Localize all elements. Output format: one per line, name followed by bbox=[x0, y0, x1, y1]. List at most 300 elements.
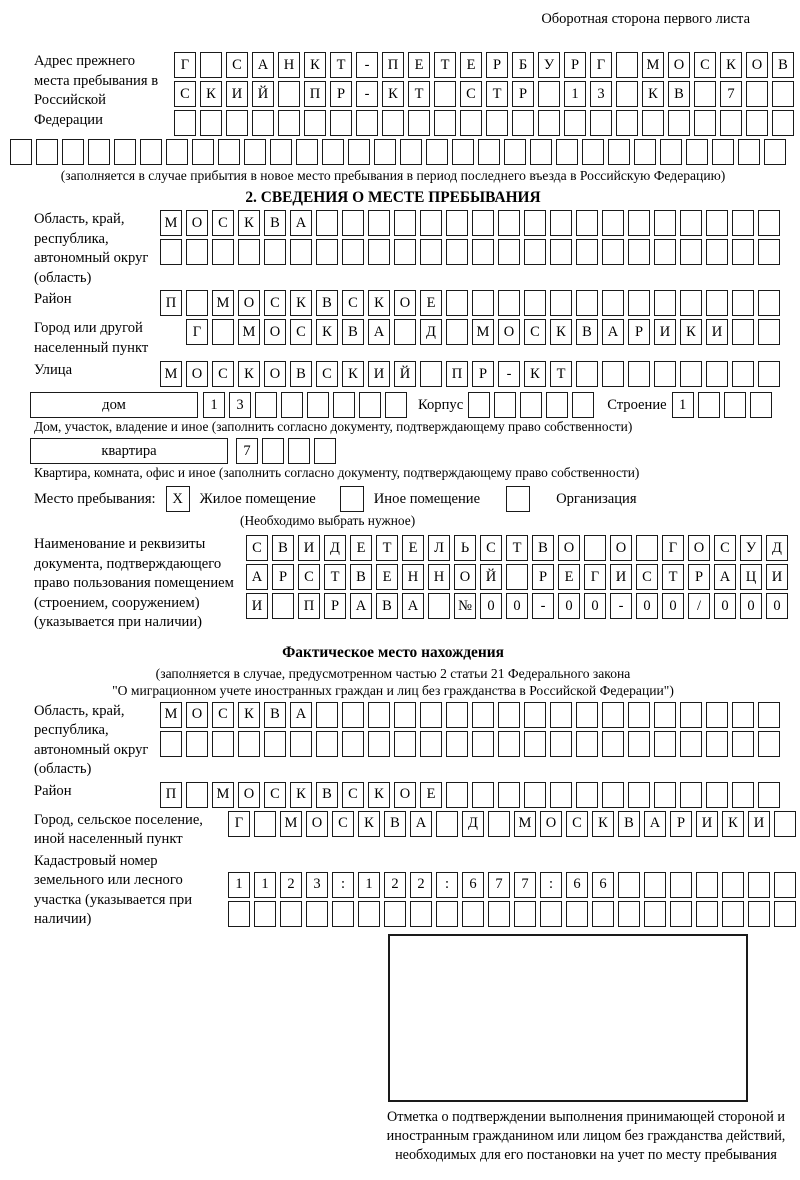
actual-city-label: Город, сельское поселение, иной населенный пункт bbox=[34, 811, 203, 847]
stay-type-row bbox=[34, 486, 800, 512]
char-box bbox=[506, 564, 528, 590]
char-box bbox=[226, 110, 248, 136]
stay-type-checkbox-other bbox=[340, 486, 364, 512]
house-note: Дом, участок, владение и иное (заполнить согласно документу, подтверждающему право собственности) bbox=[34, 419, 633, 434]
char-box: С bbox=[636, 564, 658, 590]
char-box: О bbox=[264, 361, 286, 387]
stay-type-checkbox-organization bbox=[506, 486, 530, 512]
char-box: Т bbox=[434, 52, 456, 78]
char-box: 2 bbox=[384, 872, 406, 898]
char-box bbox=[428, 593, 450, 619]
district-label: Район bbox=[34, 291, 72, 307]
char-box bbox=[758, 319, 780, 345]
char-box: К bbox=[592, 811, 614, 837]
char-box bbox=[368, 210, 390, 236]
char-box bbox=[200, 110, 222, 136]
char-box bbox=[88, 139, 110, 165]
char-box bbox=[36, 139, 58, 165]
char-box: 1 bbox=[228, 872, 250, 898]
char-box bbox=[660, 139, 682, 165]
char-box: № bbox=[454, 593, 476, 619]
char-box bbox=[764, 139, 786, 165]
char-box bbox=[628, 290, 650, 316]
char-box: Е bbox=[558, 564, 580, 590]
char-box bbox=[670, 901, 692, 927]
char-box bbox=[452, 139, 474, 165]
char-box: В bbox=[376, 593, 398, 619]
stamp-area bbox=[34, 934, 800, 1165]
char-box bbox=[550, 290, 572, 316]
char-box bbox=[602, 782, 624, 808]
char-box bbox=[628, 702, 650, 728]
char-box: Л bbox=[428, 535, 450, 561]
char-box: С bbox=[264, 290, 286, 316]
char-box: 2 bbox=[410, 872, 432, 898]
char-box: С bbox=[212, 702, 234, 728]
char-box: О bbox=[746, 52, 768, 78]
cadastral-row-1 bbox=[228, 872, 796, 898]
char-box bbox=[394, 731, 416, 757]
char-box: К bbox=[550, 319, 572, 345]
cadastral-row-2 bbox=[228, 901, 796, 927]
char-box bbox=[602, 731, 624, 757]
char-box bbox=[706, 731, 728, 757]
char-box: Р bbox=[628, 319, 650, 345]
char-box: Д bbox=[766, 535, 788, 561]
char-box: О bbox=[558, 535, 580, 561]
char-box bbox=[446, 210, 468, 236]
char-box bbox=[602, 210, 624, 236]
char-box bbox=[618, 901, 640, 927]
char-box bbox=[696, 872, 718, 898]
char-box bbox=[720, 110, 742, 136]
char-box: Г bbox=[174, 52, 196, 78]
char-box: К bbox=[368, 782, 390, 808]
city-row bbox=[186, 319, 780, 345]
char-box: Й bbox=[480, 564, 502, 590]
char-box bbox=[524, 782, 546, 808]
char-box bbox=[316, 731, 338, 757]
char-box: В bbox=[350, 564, 372, 590]
char-box: Т bbox=[324, 564, 346, 590]
stamp-caption: Отметка о подтверждении выполнения принимающей стороной и иностранным гражданином или лицом без гражданства действий, необходимых для его постановки на учет по месту пребывания bbox=[386, 1108, 786, 1163]
char-box bbox=[732, 210, 754, 236]
document-rows bbox=[246, 535, 788, 619]
actual-city-field bbox=[34, 811, 800, 850]
char-box bbox=[270, 139, 292, 165]
char-box bbox=[342, 731, 364, 757]
char-box: Р bbox=[532, 564, 554, 590]
char-box: К bbox=[290, 290, 312, 316]
char-box bbox=[166, 139, 188, 165]
korpus-cells bbox=[468, 392, 594, 418]
char-box bbox=[686, 139, 708, 165]
char-box: Е bbox=[402, 535, 424, 561]
char-box bbox=[212, 731, 234, 757]
char-box: К bbox=[238, 361, 260, 387]
char-box bbox=[520, 392, 542, 418]
char-box bbox=[758, 210, 780, 236]
char-box: Т bbox=[408, 81, 430, 107]
char-box bbox=[618, 872, 640, 898]
char-box bbox=[332, 901, 354, 927]
char-box: 7 bbox=[488, 872, 510, 898]
char-box: О bbox=[186, 361, 208, 387]
char-box bbox=[385, 392, 407, 418]
prev-address-rows bbox=[174, 52, 794, 136]
stay-type-label: Место пребывания: bbox=[34, 491, 156, 507]
char-box bbox=[654, 731, 676, 757]
char-box: А bbox=[368, 319, 390, 345]
char-box bbox=[644, 872, 666, 898]
char-box: В bbox=[342, 319, 364, 345]
char-box: Д bbox=[324, 535, 346, 561]
char-box: О bbox=[238, 290, 260, 316]
document-field bbox=[34, 535, 800, 633]
char-box bbox=[420, 361, 442, 387]
char-box: И bbox=[696, 811, 718, 837]
page-header-note: Оборотная сторона первого листа bbox=[541, 11, 750, 27]
char-box bbox=[550, 702, 572, 728]
char-box: А bbox=[246, 564, 268, 590]
char-box bbox=[472, 731, 494, 757]
house-number-cells bbox=[203, 392, 407, 418]
char-box bbox=[446, 239, 468, 265]
char-box: Р bbox=[688, 564, 710, 590]
char-box: К bbox=[680, 319, 702, 345]
char-box: Е bbox=[420, 290, 442, 316]
char-box bbox=[368, 702, 390, 728]
char-box: О bbox=[540, 811, 562, 837]
char-box bbox=[772, 81, 794, 107]
char-box bbox=[244, 139, 266, 165]
char-box: 1 bbox=[254, 872, 276, 898]
char-box bbox=[290, 731, 312, 757]
char-box: С bbox=[246, 535, 268, 561]
char-box: О bbox=[306, 811, 328, 837]
char-box bbox=[296, 139, 318, 165]
char-box bbox=[186, 731, 208, 757]
actual-district-field bbox=[34, 782, 800, 808]
char-box bbox=[342, 702, 364, 728]
street-field bbox=[34, 361, 800, 387]
char-box bbox=[654, 210, 676, 236]
char-box bbox=[628, 731, 650, 757]
char-box: - bbox=[610, 593, 632, 619]
char-box: : bbox=[436, 872, 458, 898]
char-box: А bbox=[402, 593, 424, 619]
char-box bbox=[628, 782, 650, 808]
char-box: Г bbox=[228, 811, 250, 837]
char-box: Р bbox=[670, 811, 692, 837]
char-box: 3 bbox=[590, 81, 612, 107]
char-box bbox=[410, 901, 432, 927]
char-box bbox=[307, 392, 329, 418]
char-box: С bbox=[342, 290, 364, 316]
city-label: Город или другой населенный пункт bbox=[34, 320, 149, 356]
actual-title: Фактическое место нахождения bbox=[282, 643, 504, 661]
char-box: 0 bbox=[766, 593, 788, 619]
char-box bbox=[634, 139, 656, 165]
char-box bbox=[696, 901, 718, 927]
char-box bbox=[668, 110, 690, 136]
char-box bbox=[394, 210, 416, 236]
stamp-box bbox=[388, 934, 748, 1102]
char-box bbox=[498, 239, 520, 265]
char-box bbox=[572, 392, 594, 418]
char-box: 1 bbox=[358, 872, 380, 898]
char-box bbox=[348, 139, 370, 165]
char-box: К bbox=[358, 811, 380, 837]
prev-address-overflow-row bbox=[10, 139, 800, 165]
char-box bbox=[10, 139, 32, 165]
char-box: 6 bbox=[566, 872, 588, 898]
document-row-3 bbox=[246, 593, 788, 619]
char-box: 0 bbox=[584, 593, 606, 619]
char-box bbox=[576, 731, 598, 757]
char-box bbox=[498, 210, 520, 236]
section2-title: 2. СВЕДЕНИЯ О МЕСТЕ ПРЕБЫВАНИЯ bbox=[245, 189, 541, 206]
actual-region-rows bbox=[160, 702, 780, 757]
char-box bbox=[281, 392, 303, 418]
char-box: К bbox=[722, 811, 744, 837]
char-box: О bbox=[264, 319, 286, 345]
char-box bbox=[584, 535, 606, 561]
char-box bbox=[342, 239, 364, 265]
char-box bbox=[408, 110, 430, 136]
char-box bbox=[748, 901, 770, 927]
char-box bbox=[722, 872, 744, 898]
region-rows bbox=[160, 210, 780, 265]
char-box bbox=[774, 872, 796, 898]
char-box: О bbox=[238, 782, 260, 808]
char-box: Е bbox=[376, 564, 398, 590]
char-box bbox=[732, 361, 754, 387]
char-box bbox=[316, 702, 338, 728]
document-label: Наименование и реквизиты документа, подтверждающего право пользования помещением (строением, сооружением) (указывается при наличии) bbox=[34, 536, 234, 630]
char-box: И bbox=[748, 811, 770, 837]
char-box bbox=[680, 702, 702, 728]
char-box: К bbox=[200, 81, 222, 107]
char-box bbox=[488, 811, 510, 837]
char-box bbox=[758, 361, 780, 387]
char-box bbox=[550, 782, 572, 808]
char-box bbox=[550, 210, 572, 236]
actual-district-row bbox=[160, 782, 780, 808]
char-box bbox=[316, 239, 338, 265]
char-box bbox=[694, 81, 716, 107]
char-box: К bbox=[238, 702, 260, 728]
char-box: С bbox=[714, 535, 736, 561]
char-box bbox=[446, 290, 468, 316]
char-box: П bbox=[160, 782, 182, 808]
char-box: О bbox=[186, 702, 208, 728]
char-box bbox=[750, 392, 772, 418]
char-box bbox=[698, 392, 720, 418]
char-box bbox=[460, 110, 482, 136]
char-box: О bbox=[688, 535, 710, 561]
char-box: С bbox=[694, 52, 716, 78]
char-box bbox=[212, 319, 234, 345]
char-box: А bbox=[410, 811, 432, 837]
char-box bbox=[506, 486, 530, 512]
char-box bbox=[212, 239, 234, 265]
char-box: 7 bbox=[720, 81, 742, 107]
street-row bbox=[160, 361, 780, 387]
char-box: А bbox=[714, 564, 736, 590]
char-box: Т bbox=[330, 52, 352, 78]
char-box bbox=[382, 110, 404, 136]
actual-region-field bbox=[34, 702, 800, 780]
actual-district-label: Район bbox=[34, 782, 72, 799]
char-box: Н bbox=[428, 564, 450, 590]
char-box bbox=[602, 239, 624, 265]
region-field bbox=[34, 210, 800, 288]
char-box: К bbox=[368, 290, 390, 316]
char-box bbox=[446, 731, 468, 757]
char-box bbox=[582, 139, 604, 165]
char-box bbox=[550, 239, 572, 265]
char-box bbox=[758, 239, 780, 265]
char-box: Ц bbox=[740, 564, 762, 590]
prev-address-row-3 bbox=[174, 110, 794, 136]
char-box bbox=[420, 239, 442, 265]
char-box: С bbox=[264, 782, 286, 808]
char-box bbox=[426, 139, 448, 165]
char-box: В bbox=[618, 811, 640, 837]
char-box bbox=[436, 901, 458, 927]
char-box bbox=[746, 81, 768, 107]
char-box: Й bbox=[252, 81, 274, 107]
char-box bbox=[314, 438, 336, 464]
char-box: У bbox=[538, 52, 560, 78]
char-box bbox=[262, 438, 284, 464]
char-box bbox=[644, 901, 666, 927]
char-box bbox=[514, 901, 536, 927]
document-row-2 bbox=[246, 564, 788, 590]
char-box bbox=[556, 139, 578, 165]
char-box: С bbox=[298, 564, 320, 590]
char-box bbox=[616, 110, 638, 136]
char-box bbox=[602, 361, 624, 387]
char-box: 6 bbox=[592, 872, 614, 898]
char-box bbox=[654, 239, 676, 265]
char-box bbox=[538, 81, 560, 107]
char-box bbox=[420, 731, 442, 757]
char-box: И bbox=[654, 319, 676, 345]
char-box bbox=[654, 290, 676, 316]
char-box bbox=[576, 702, 598, 728]
char-box bbox=[140, 139, 162, 165]
char-box bbox=[186, 290, 208, 316]
char-box bbox=[712, 139, 734, 165]
char-box bbox=[472, 290, 494, 316]
char-box bbox=[732, 782, 754, 808]
char-box bbox=[724, 392, 746, 418]
char-box bbox=[706, 290, 728, 316]
char-box: : bbox=[332, 872, 354, 898]
char-box bbox=[524, 731, 546, 757]
char-box: С bbox=[316, 361, 338, 387]
char-box bbox=[384, 901, 406, 927]
char-box bbox=[420, 702, 442, 728]
char-box: О bbox=[186, 210, 208, 236]
char-box: А bbox=[290, 210, 312, 236]
char-box bbox=[160, 731, 182, 757]
char-box: 0 bbox=[636, 593, 658, 619]
char-box: Г bbox=[186, 319, 208, 345]
char-box bbox=[706, 239, 728, 265]
char-box: К bbox=[382, 81, 404, 107]
char-box bbox=[278, 81, 300, 107]
char-box: - bbox=[356, 81, 378, 107]
cadastral-label: Кадастровый номер земельного или лесного участка (указывается при наличии) bbox=[34, 852, 193, 927]
char-box: Е bbox=[350, 535, 372, 561]
document-row-1 bbox=[246, 535, 788, 561]
char-box bbox=[264, 731, 286, 757]
char-box: 0 bbox=[662, 593, 684, 619]
char-box: 0 bbox=[714, 593, 736, 619]
actual-region-row-2 bbox=[160, 731, 780, 757]
char-box bbox=[340, 486, 364, 512]
prev-address-field bbox=[34, 52, 800, 136]
char-box: Т bbox=[376, 535, 398, 561]
char-box: 0 bbox=[506, 593, 528, 619]
char-box: Р bbox=[486, 52, 508, 78]
char-box: С bbox=[212, 210, 234, 236]
char-box bbox=[62, 139, 84, 165]
char-box bbox=[114, 139, 136, 165]
char-box: С bbox=[460, 81, 482, 107]
char-box bbox=[290, 239, 312, 265]
char-box: Р bbox=[472, 361, 494, 387]
char-box bbox=[272, 593, 294, 619]
char-box: С bbox=[174, 81, 196, 107]
char-box bbox=[608, 139, 630, 165]
char-box: А bbox=[602, 319, 624, 345]
char-box: Д bbox=[420, 319, 442, 345]
char-box bbox=[288, 438, 310, 464]
char-box bbox=[576, 239, 598, 265]
char-box bbox=[758, 782, 780, 808]
char-box bbox=[566, 901, 588, 927]
char-box: С bbox=[480, 535, 502, 561]
char-box bbox=[642, 110, 664, 136]
char-box bbox=[628, 210, 650, 236]
char-box: В bbox=[290, 361, 312, 387]
char-box bbox=[546, 392, 568, 418]
char-box: В bbox=[576, 319, 598, 345]
char-box: Е bbox=[408, 52, 430, 78]
char-box bbox=[400, 139, 422, 165]
char-box bbox=[498, 731, 520, 757]
char-box bbox=[356, 110, 378, 136]
char-box: С bbox=[566, 811, 588, 837]
actual-city-row bbox=[228, 811, 796, 837]
char-box bbox=[758, 702, 780, 728]
char-box bbox=[218, 139, 240, 165]
char-box bbox=[192, 139, 214, 165]
stroenie-cells bbox=[672, 392, 772, 418]
char-box: М bbox=[472, 319, 494, 345]
char-box: 7 bbox=[236, 438, 258, 464]
char-box bbox=[186, 782, 208, 808]
char-box bbox=[359, 392, 381, 418]
char-box: В bbox=[384, 811, 406, 837]
char-box: В bbox=[772, 52, 794, 78]
char-box bbox=[174, 110, 196, 136]
char-box bbox=[498, 782, 520, 808]
